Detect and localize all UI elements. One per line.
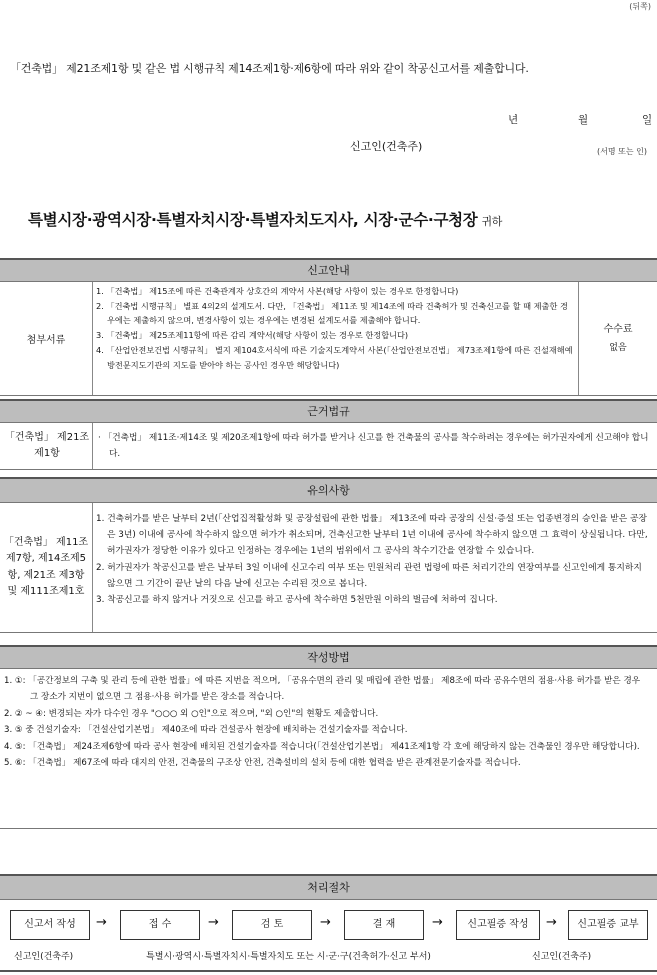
writing-item: 1. ①: 「공간정보의 구축 및 관리 등에 관한 법률」에 따른 지번을 적으며, 「공유수면의 관리 및 매립에 관한 법률」 제8조에 따라 공유수면의 점용·사용 허가를 받은 경우 그 장소가 지번이 없으면 그 점용·사용 허가를 받은 장소를 적습니다. [4, 676, 641, 703]
attachments-list [96, 282, 575, 395]
declaration-text: 「건축법」 제21조제1항 및 같은 법 시행규칙 제14조제1항·제6항에 따라 위와 같이 착공신고서를 제출합니다. [10, 62, 529, 75]
bottom-rule [0, 970, 657, 972]
addressee [28, 208, 502, 230]
guide-title: 신고안내 [0, 258, 657, 282]
writing-item: 2. ② ~ ④: 변경되는 자가 다수인 경우 "○○○ 외 ○인"으로 적으며, "외 ○인"의 현황도 제출합니다. [4, 708, 379, 719]
basis-title: 근거법규 [0, 399, 657, 423]
attachment-item: 3. 「건축법」 제25조제11항에 따른 감리 계약서(해당 사항이 있는 경우로 한정합니다) [96, 330, 409, 341]
addressee-text: 특별시장·광역시장·특별자치시장·특별자치도지사, 시장·군수·구청장 [28, 211, 478, 229]
page-side-note: (뒤쪽) [629, 2, 651, 11]
procedure-label-office: 특별시·광역시·특별자치시·특별자치도 또는 시·군·구(건축허가·신고 부서) [146, 952, 431, 962]
step-review: 검 토 [232, 910, 312, 940]
writing-item: 4. ⑤: 「건축법」 제24조제6항에 따라 공사 현장에 배치된 건설기술자를 적습니다(「건설산업기본법」 제41조제1항 각 호에 해당하지 않는 건축물인 경우만 해당합니다). [4, 741, 640, 752]
writing-item: 5. ⑥: 「건축법」 제67조에 따라 대지의 안전, 건축물의 구조상 안전, 건축설비의 설치 등에 대한 협력을 받은 관계전문기술자를 적습니다. [4, 758, 521, 769]
caution-label: 「건축법」 제11조 제7항, 제14조제5항, 제21조 제3항 및 제111조제1호 [3, 536, 89, 597]
date-year-label: 년 [508, 114, 519, 126]
arrow-icon: → [432, 915, 443, 930]
basis-label: 「건축법」 제21조제1항 [4, 432, 90, 459]
fee-label: 수수료 [603, 323, 633, 335]
reporter-label: 신고인(건축주) [350, 140, 423, 153]
date-day-label: 일 [642, 114, 653, 126]
addressee-honorific: 귀하 [481, 215, 503, 228]
step-report-writing: 신고서 작성 [10, 910, 90, 940]
step-certificate-writing: 신고필증 작성 [456, 910, 540, 940]
arrow-icon: → [320, 915, 331, 930]
caution-list [96, 503, 653, 632]
date-month-label: 월 [578, 114, 589, 126]
guide-section [0, 282, 657, 396]
attachment-item: 1. 「건축법」 제15조에 따른 건축관계자 상호간의 계약서 사본(해당 사항이 있는 경우로 한정합니다) [96, 286, 459, 296]
caution-item: 1. 건축허가를 받은 날부터 2년(「산업집적활성화 및 공장설립에 관한 법률」 제13조에 따라 공장의 신설·증설 또는 업종변경의 승인을 받은 공장은 3년) 이내에 공사에 착수하지 않으면 허가가 취소되며, 건축신고한 날부터 1년 이내에 공사에 착수하지 않으면 그 효력이 상실됩니다. 다만, 허가권자가 정당한 이유가 있다고 인정하는 경우에는 1년의 범위에서 그 공사의 착수기간을 연장할 수 있습니다. [96, 514, 648, 557]
writing-title: 작성방법 [0, 645, 657, 669]
fee-value: 없음 [609, 342, 627, 353]
step-approval: 결 재 [344, 910, 424, 940]
attachment-item: 2. 「건축법 시행규칙」 별표 4의2의 설계도서. 다만, 「건축법」 제11조 및 제14조에 따라 건축허가 및 건축신고를 할 때 제출한 경우에는 제출하지 않으며, 변경사항이 있는 경우에는 변경된 설계도서를 제출해야 합니다. [96, 300, 568, 326]
attachments-label: 첨부서류 [26, 335, 66, 346]
writing-section [0, 669, 657, 829]
sign-note: (서명 또는 인) [597, 147, 647, 156]
caution-item: 3. 착공신고를 하지 않거나 거짓으로 신고를 하고 공사에 착수하면 5천만원 이하의 벌금에 처하여 집니다. [96, 595, 498, 606]
procedure-label-reporter: 신고인(건축주) [14, 952, 74, 962]
arrow-icon: → [96, 915, 107, 930]
caution-section [0, 503, 657, 633]
writing-item: 3. ⑤ 중 건설기술자: 「건설산업기본법」 제40조에 따라 건설공사 현장에 배치하는 건설기술자를 적습니다. [4, 725, 408, 736]
caution-title: 유의사항 [0, 477, 657, 503]
caution-item: 2. 허가권자가 착공신고를 받은 날부터 3일 이내에 신고수리 여부 또는 민원처리 관련 법령에 따른 처리기간의 연장여부를 신고인에게 통지하지 않으면 그 기간이 끝난 날의 다음 날에 신고는 수리된 것으로 봅니다. [96, 562, 642, 589]
attachment-item: 4. 「산업안전보건법 시행규칙」 별지 제104호서식에 따른 기술지도계약서 사본(「산업안전보건법」 제73조제1항에 따른 건설재해예방전문지도기관의 지도를 받아야 하는 공사인 경우만 해당합니다) [96, 344, 573, 370]
fee-cell [579, 282, 657, 395]
basis-item: · 「건축법」 제11조·제14조 및 제20조제1항에 따라 허가를 받거나 신고를 한 건축물의 공사를 착수하려는 경우에는 허가권자에게 신고해야 합니다. [98, 433, 649, 459]
procedure-title: 처리절차 [0, 874, 657, 900]
basis-section [0, 423, 657, 470]
arrow-icon: → [208, 915, 219, 930]
basis-text [98, 423, 652, 469]
arrow-icon: → [546, 915, 557, 930]
step-receipt: 접 수 [120, 910, 200, 940]
procedure-label-reporter-end: 신고인(건축주) [532, 952, 592, 962]
step-certificate-issue: 신고필증 교부 [568, 910, 648, 940]
